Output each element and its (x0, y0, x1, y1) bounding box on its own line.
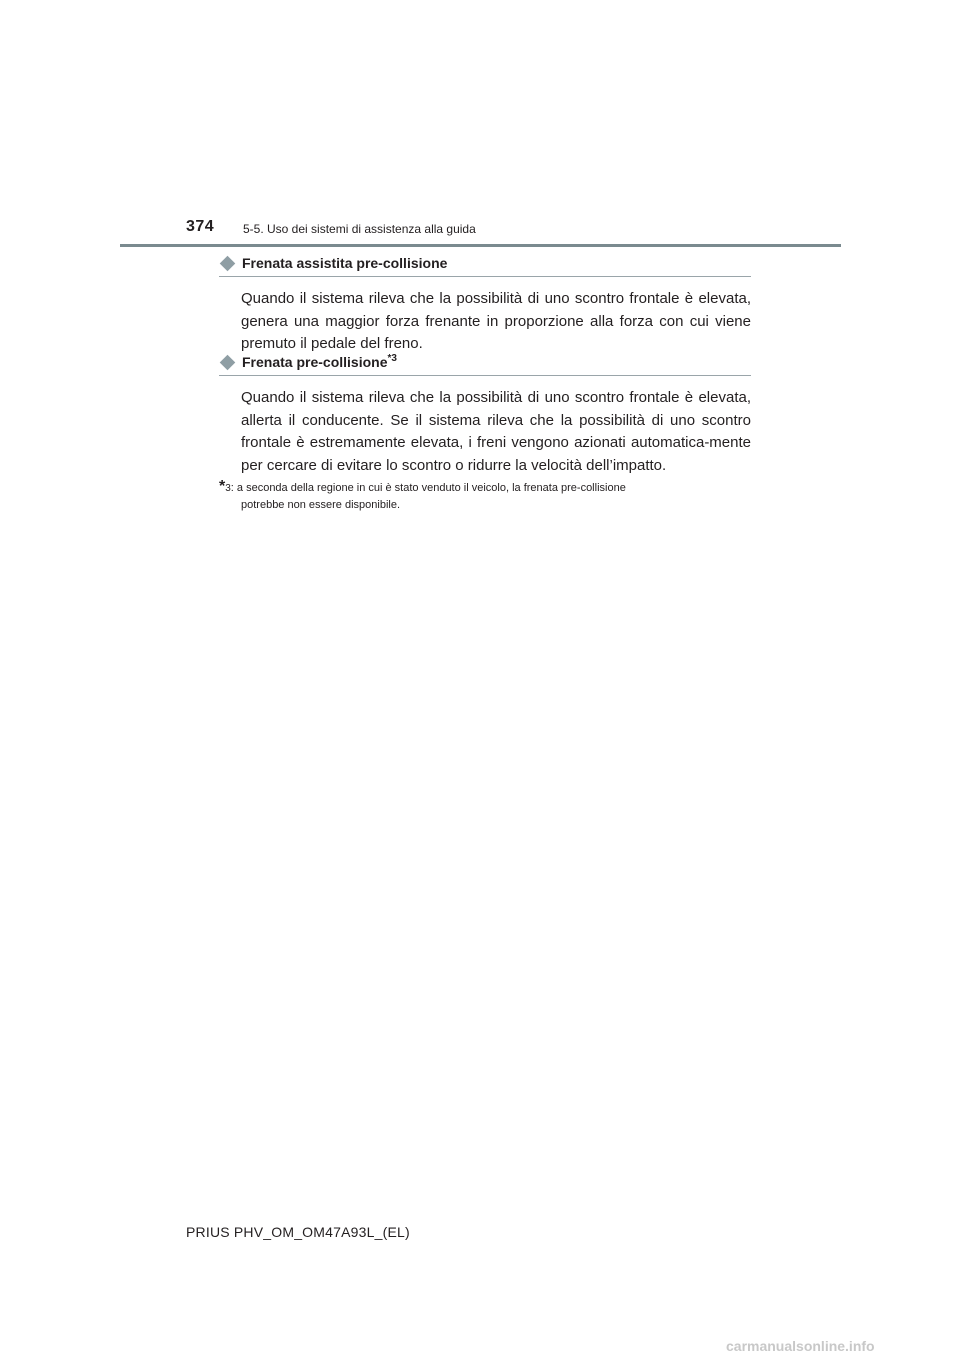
footnote (219, 478, 743, 514)
section-body: Quando il sistema rileva che la possibilità di uno scontro frontale è elevata, genera una maggior forza frenante in proporzione alla forza con cui viene premuto il pedale del freno. (241, 290, 751, 352)
section-title: Frenata assistita pre-collisione (242, 255, 448, 271)
page-number: 374 (186, 218, 215, 235)
section-heading (219, 354, 751, 376)
watermark: carmanualsonline.info (726, 1338, 875, 1354)
footnote-text: : a seconda della regione in cui è stato venduto il veicolo, la frenata pre-collisione (230, 482, 626, 494)
diamond-icon (220, 255, 236, 271)
section-body: Quando il sistema rileva che la possibilità di uno scontro frontale è elevata, allerta il conducente. Se il sistema rileva che la possibilità di uno scontro frontale è estremamente elevata, i freni vengono azionati automatica-mente per cercare di evitare lo scontro o ridurre la velocità dell’impatto. (241, 389, 751, 474)
chapter-title: 5-5. Uso dei sistemi di assistenza alla guida (243, 222, 476, 236)
footnote-number: 3 (225, 483, 231, 494)
footnote-text-continued: potrebbe non essere disponibile. (241, 499, 401, 511)
footnote-mark: * (219, 478, 226, 495)
document-code: PRIUS PHV_OM_OM47A93L_(EL) (186, 1224, 410, 1240)
footnote-ref: *3 (387, 353, 397, 364)
header-rule (120, 244, 841, 247)
section-title: Frenata pre-collisione$^{*3}$ (242, 353, 397, 370)
section-heading (219, 255, 751, 277)
section-brake-assist (219, 255, 751, 356)
section-pre-collision-brake (219, 354, 751, 477)
diamond-icon (220, 354, 236, 370)
